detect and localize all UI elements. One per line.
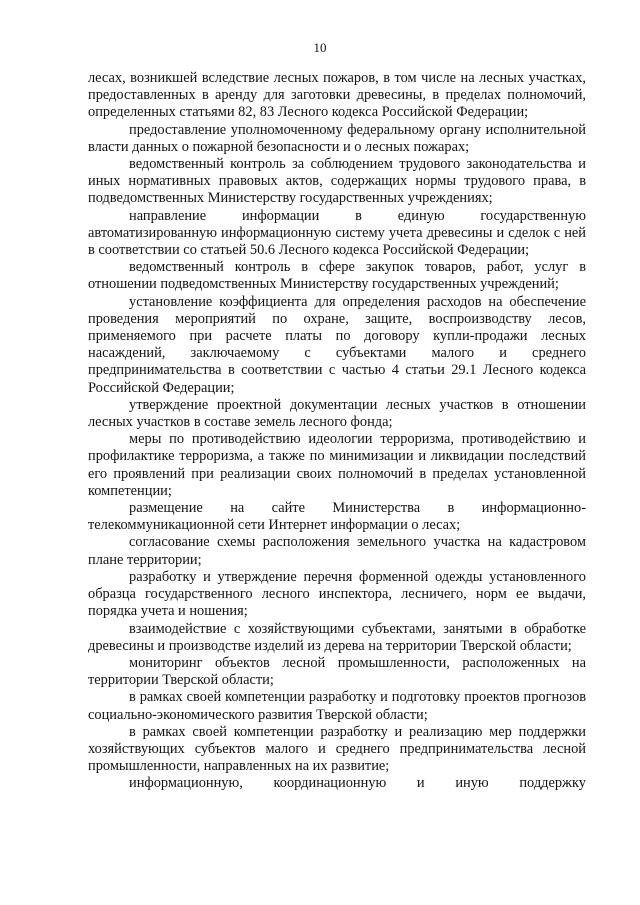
paragraph-9: размещение на сайте Министерства в информационно-телекоммуникационной сети Интернет информации о лесах;: [88, 500, 586, 534]
paragraph-8: меры по противодействию идеологии терроризма, противодействию и профилактике терроризма, а также по минимизации и ликвидации последствий его проявлений при реализации своих полномочий в пределах установленной компетенции;: [88, 431, 586, 499]
paragraph-5: ведомственный контроль в сфере закупок товаров, работ, услуг в отношении подведомственных Министерству государственных учреждений;: [88, 259, 586, 293]
paragraph-15: в рамках своей компетенции разработку и реализацию мер поддержки хозяйствующих субъектов малого и среднего предпринимательства лесной промышленности, направленных на их развитие;: [88, 723, 586, 775]
page-number: 10: [313, 40, 327, 55]
paragraph-1: лесах, возникшей вследствие лесных пожаров, в том числе на лесных участках, предоставленных в аренду для заготовки древесины, в пределах полномочий, определенных статьями 82, 83 Лесного кодекса Российской Федерации;: [88, 70, 586, 121]
paragraph-10: согласование схемы расположения земельного участка на кадастровом плане территории;: [88, 534, 586, 568]
paragraph-4: направление информации в единую государственную автоматизированную информационную систему учета древесины и сделок с ней в соответствии со статьей 50.6 Лесного кодекса Российской Федерации;: [88, 207, 586, 259]
paragraph-16: информационную, координационную и иную поддержку: [129, 775, 586, 792]
paragraph-2: предоставление уполномоченному федеральному органу исполнительной власти данных о пожарной безопасности и о лесных пожарах;: [88, 121, 586, 155]
paragraph-3: ведомственный контроль за соблюдением трудового законодательства и иных нормативных правовых актов, содержащих нормы трудового права, в подведомственных Министерству государственных учреждениях;: [88, 156, 586, 207]
paragraph-6: установление коэффициента для определения расходов на обеспечение проведения мероприятий по охране, защите, воспроизводству лесов, применяемого при расчете платы по договору купли-продажи лесных насаждений, заключаемому с субъектами малого и среднего предпринимательства в соответствии с частью 4 статьи 29.1 Лесного кодекса Российской Федерации;: [88, 293, 586, 396]
paragraph-13: мониторинг объектов лесной промышленности, расположенных на территории Тверской области;: [88, 654, 586, 689]
paragraph-12: взаимодействие с хозяйствующими субъектами, занятыми в обработке древесины и производстве изделий из дерева на территории Тверской области;: [88, 620, 586, 654]
document-body: [88, 70, 586, 793]
paragraph-11: разработку и утверждение перечня форменной одежды установленного образца государственного лесного инспектора, лесничего, норм ее выдачи, порядка учета и ношения;: [88, 568, 586, 620]
paragraph-14: в рамках своей компетенции разработку и подготовку проектов прогнозов социально-экономического развития Тверской области;: [88, 689, 586, 723]
paragraph-7: утверждение проектной документации лесных участков в отношении лесных участков в составе земель лесного фонда;: [88, 396, 586, 431]
